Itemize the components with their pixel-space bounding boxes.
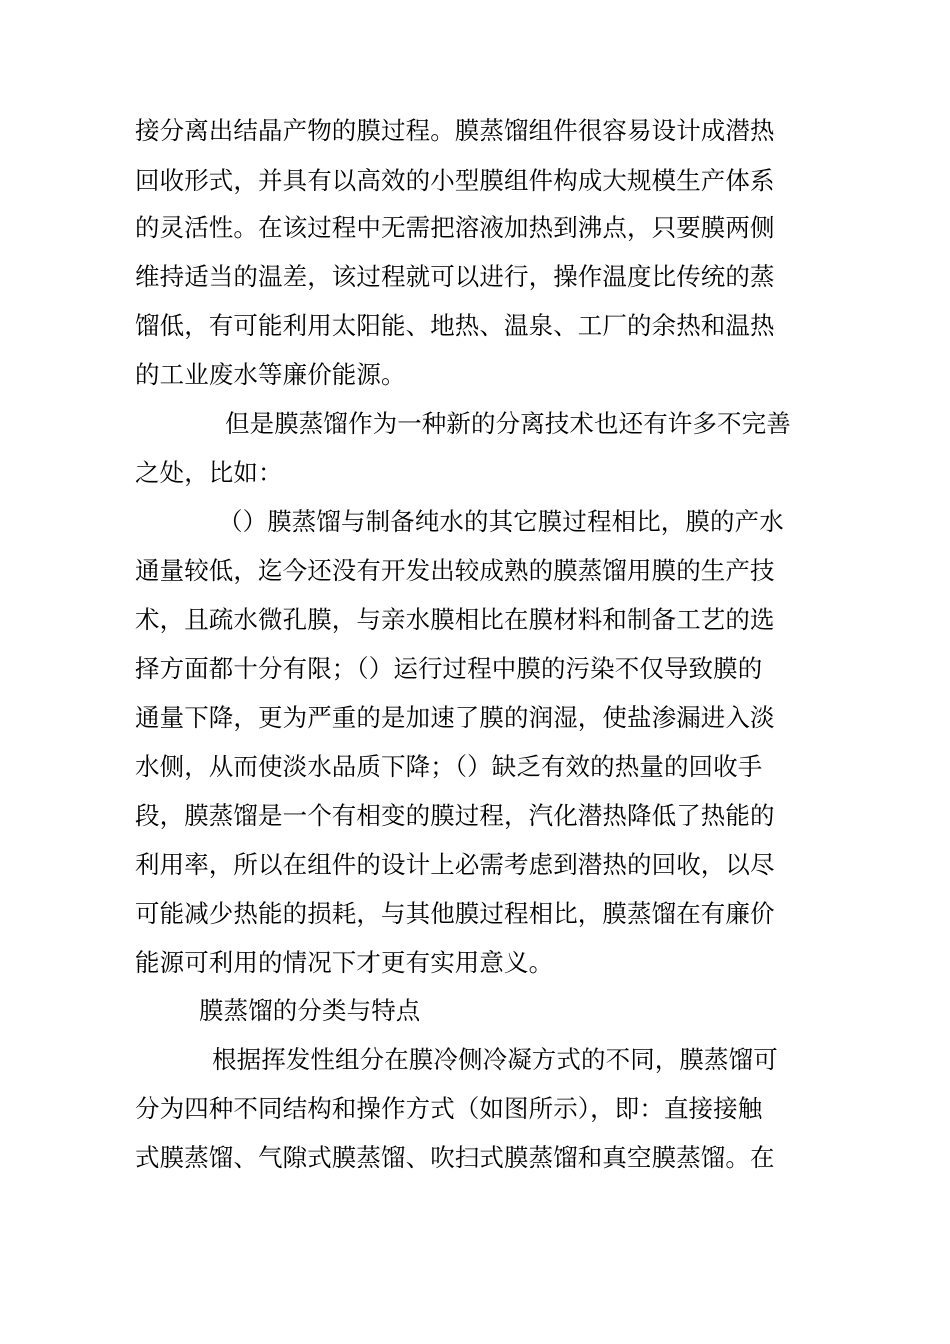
- text-line: （）膜蒸馏与制备纯水的其它膜过程相比，膜的产水: [218, 507, 784, 536]
- text-line: 馏低，有可能利用太阳能、地热、温泉、工厂的余热和温热: [135, 311, 775, 340]
- text-line: 维持适当的温差，该过程就可以进行，操作温度比传统的蒸: [135, 262, 775, 291]
- section-heading: 膜蒸馏的分类与特点: [199, 996, 421, 1025]
- text-line: 通量较低，迄今还没有开发出较成熟的膜蒸馏用膜的生产技: [135, 556, 775, 585]
- text-line: 段，膜蒸馏是一个有相变的膜过程，汽化潜热降低了热能的: [135, 801, 775, 830]
- text-line: 回收形式，并具有以高效的小型膜组件构成大规模生产体系: [135, 166, 775, 195]
- text-line: 通量下降，更为严重的是加速了膜的润湿，使盐渗漏进入淡: [135, 703, 775, 732]
- text-line: 式膜蒸馏、气隙式膜蒸馏、吹扫式膜蒸馏和真空膜蒸馏。在: [135, 1143, 775, 1172]
- text-line: 但是膜蒸馏作为一种新的分离技术也还有许多不完善: [225, 409, 791, 438]
- text-line: 择方面都十分有限；（）运行过程中膜的污染不仅导致膜的: [135, 654, 763, 683]
- text-line: 的工业废水等廉价能源。: [135, 360, 406, 389]
- text-line: 利用率，所以在组件的设计上必需考虑到潜热的回收，以尽: [135, 850, 775, 879]
- text-line: 的灵活性。在该过程中无需把溶液加热到沸点，只要膜两侧: [135, 213, 775, 242]
- text-line: 可能减少热能的损耗，与其他膜过程相比，膜蒸馏在有廉价: [135, 899, 775, 928]
- text-line: 水侧，从而使淡水品质下降；（）缺乏有效的热量的回收手: [135, 752, 763, 781]
- text-line: 术，且疏水微孔膜，与亲水膜相比在膜材料和制备工艺的选: [135, 605, 775, 634]
- text-line: 根据挥发性组分在膜冷侧冷凝方式的不同，膜蒸馏可: [212, 1045, 778, 1074]
- text-line: 能源可利用的情况下才更有实用意义。: [135, 948, 554, 977]
- text-line: 接分离出结晶产物的膜过程。膜蒸馏组件很容易设计成潜热: [135, 116, 775, 145]
- text-line: 分为四种不同结构和操作方式（如图所示），即：直接接触: [135, 1094, 763, 1123]
- text-line: 之处，比如：: [135, 458, 283, 487]
